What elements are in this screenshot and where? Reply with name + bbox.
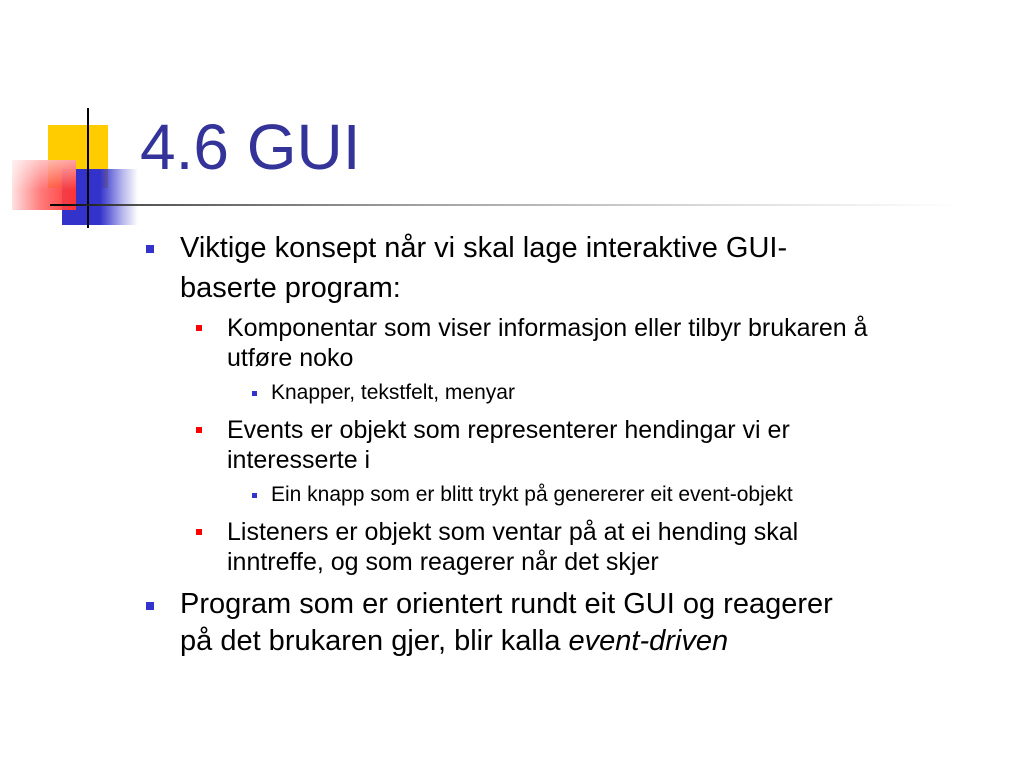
bullet-item-level3 [271,481,793,509]
square-bullet-icon [146,602,154,610]
bullet-text-segment: på det brukaren gjer, blir kalla [180,625,561,657]
bullet-text-line: Events er objekt som representerer hendingar vi er [227,416,790,444]
bullet-item-level1 [180,228,787,308]
square-bullet-icon [196,529,202,535]
bullet-text-line: Ein knapp som er blitt trykt på genererer eit event-objekt [271,483,793,506]
square-bullet-icon [146,245,154,253]
bullet-text-line: Komponentar som viser informasjon eller tilbyr brukaren å [227,314,868,342]
bullet-text-line: Knapper, tekstfelt, menyar [271,381,515,404]
bullet-text-line: interesserte i [227,446,371,474]
bullet-text-line: utføre noko [227,344,354,372]
bullet-item-level1 [180,586,833,660]
square-bullet-icon [252,493,257,498]
square-bullet-icon [196,325,202,331]
bullet-item-level2 [227,517,798,577]
square-bullet-icon [252,391,257,396]
bullet-text-line-with-emphasis [180,623,833,660]
bullet-text-line: inntreffe, og som reagerer når det skjer [227,548,659,576]
bullet-item-level3 [271,379,515,407]
bullet-item-level2 [227,313,868,373]
slide-title: 4.6 GUI [140,111,361,183]
decor-vertical-line [87,108,89,228]
square-bullet-icon [196,427,202,433]
decor-red-square [12,160,76,210]
title-underline [50,204,962,206]
bullet-text-line: Listeners er objekt som ventar på at ei hending skal [227,518,799,546]
bullet-item-level2 [227,415,790,475]
bullet-text-line: Program som er orientert rundt eit GUI og reagerer [180,588,833,620]
emphasized-term: event-driven [568,625,729,657]
bullet-text-line: baserte program: [180,272,401,304]
bullet-text-line: Viktige konsept når vi skal lage interaktive GUI- [180,232,788,264]
